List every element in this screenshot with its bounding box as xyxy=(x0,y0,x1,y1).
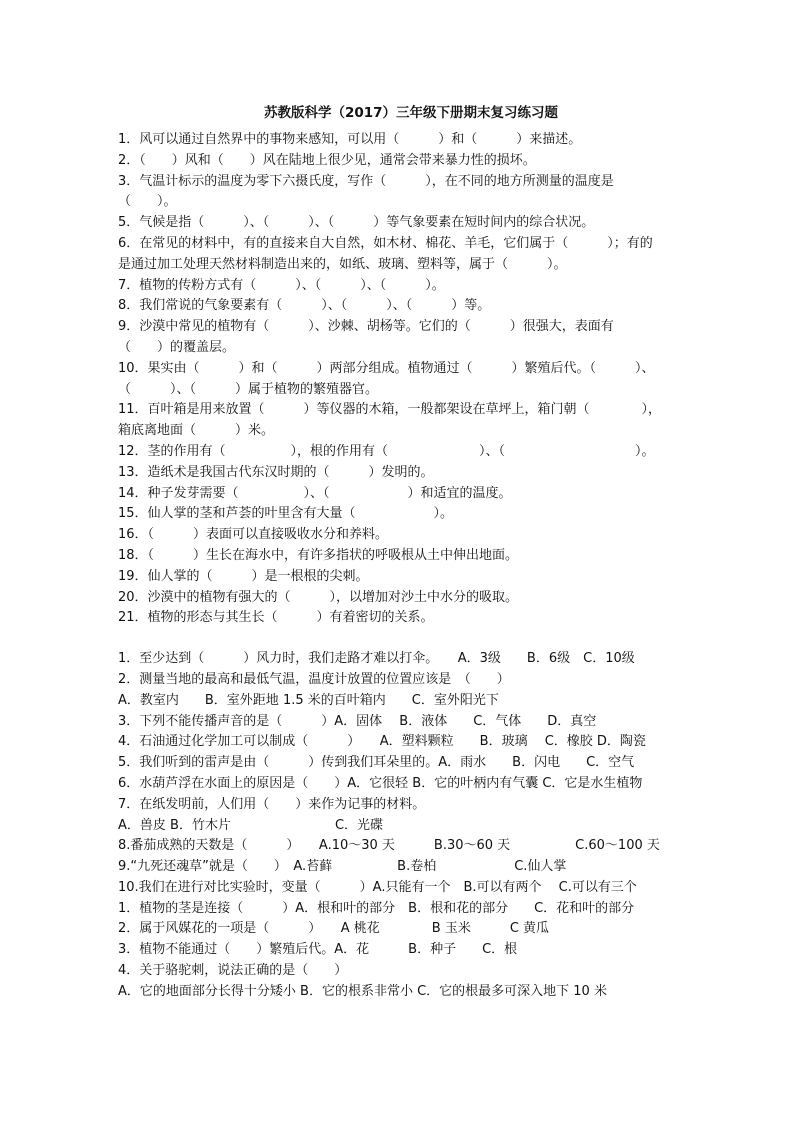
question-line: 1．风可以通过自然界中的事物来感知，可以用（ ）和（ ）来描述。 xyxy=(118,132,582,147)
choice-line: 3．下列不能传播声音的是（ ）A．固体 B．液体 C．气体 D．真空 xyxy=(118,713,597,729)
question-line: 3．气温计标示的温度为零下六摄氏度，写作（ ），在不同的地方所测量的温度是 xyxy=(118,173,614,189)
question-line: 7．植物的传粉方式有（ ）、（ ）、（ ）。 xyxy=(118,277,445,293)
question-line: 21．植物的形态与其生长（ ）有着密切的关系。 xyxy=(118,610,434,626)
choice-line: 5．我们听到的雷声是由（ ）传到我们耳朵里的。A．雨水 B．闪电 C．空气 xyxy=(118,755,635,771)
question-line: 14．种子发芽需要（ ）、（ ）和适宜的温度。 xyxy=(118,485,512,501)
question-line: 12．茎的作用有（ ），根的作用有（ ）、（ ）。 xyxy=(118,443,655,459)
question-line: 10．果实由（ ）和（ ）两部分组成。植物通过（ ）繁殖后代。（ ）、 xyxy=(118,360,655,376)
question-line: 16．（ ）表面可以直接吸收水分和养料。 xyxy=(118,527,389,543)
question-line: 15．仙人掌的茎和芦荟的叶里含有大量（ ）。 xyxy=(118,506,454,522)
question-line: 18．（ ）生长在海水中，有许多指状的呼吸根从土中伸出地面。 xyxy=(118,547,519,563)
choice-line: 3．植物不能通过（ ）繁殖后代。A．花 B．种子 C．根 xyxy=(118,942,518,958)
question-line: 20．沙漠中的植物有强大的（ ），以增加对沙土中水分的吸取。 xyxy=(118,589,519,605)
multiple-choice-section xyxy=(118,649,704,1003)
page-title: 苏教版科学（2017）三年级下册期末复习练习题 xyxy=(263,105,559,121)
question-line: 2．（ ）风和（ ）风在陆地上很少见，通常会带来暴力性的损坏。 xyxy=(118,152,536,168)
choice-line: 1．至少达到（ ）风力时，我们走路才难以打伞。 A．3级 B．6级 C．10级 xyxy=(118,651,635,667)
choice-line: A．教室内 B．室外距地 1.5 米的百叶箱内 C．室外阳光下 xyxy=(118,692,499,708)
question-line: 8．我们常说的气象要素有（ ）、（ ）、（ ）等。 xyxy=(118,298,491,314)
choice-line: 4．关于骆驼刺，说法正确的是（ ） xyxy=(118,963,348,979)
choice-line: A．兽皮 B．竹木片 C．光碟 xyxy=(118,817,384,833)
question-line: （ ）。 xyxy=(118,194,177,210)
question-line: 6．在常见的材料中，有的直接来自大自然，如木材、棉花、羊毛，它们属于（ ）；有的 xyxy=(118,235,653,251)
question-line: 箱底离地面（ ）米。 xyxy=(118,423,275,439)
choice-line: 9.“九死还魂草”就是（ ） A.苔藓 B.卷柏 C.仙人掌 xyxy=(118,859,567,875)
fill-in-blanks-section xyxy=(118,130,704,629)
question-line: 11．百叶箱是用来放置（ ）等仪器的木箱，一般都架设在草坪上，箱门朝（ ）， xyxy=(118,402,662,418)
choice-line: 7．在纸发明前，人们用（ ）来作为记事的材料。 xyxy=(118,796,426,812)
choice-line: A．它的地面部分长得十分矮小 B．它的根系非常小 C．它的根最多可深入地下 10 米 xyxy=(118,983,607,999)
choice-line: 10.我们在进行对比实验时，变量（ ）A.只能有一个 B.可以有两个 C.可以有三个 xyxy=(118,879,637,895)
choice-line: 6．水葫芦浮在水面上的原因是（ ）A．它很轻 B．它的叶柄内有气囊 C．它是水生植物 xyxy=(118,775,643,791)
question-line: （ ）的覆盖层。 xyxy=(118,339,236,355)
choice-line: 4．石油通过化学加工可以制成（ ） A．塑料颗粒 B．玻璃 C．橡胶 D．陶瓷 xyxy=(118,734,646,750)
choice-line: 2．属于风媒花的一项是（ ） A 桃花 B 玉米 C 黄瓜 xyxy=(118,921,550,937)
section-gap xyxy=(118,629,704,649)
choice-line: 1．植物的茎是连接（ ）A．根和叶的部分 B．根和花的部分 C．花和叶的部分 xyxy=(118,900,635,916)
question-line: （ ）、（ ）属于植物的繁殖器官。 xyxy=(118,381,379,397)
question-line: 19．仙人掌的（ ）是一根根的尖刺。 xyxy=(118,568,369,584)
choice-line: 8.番茄成熟的天数是（ ） A.10～30 天 B.30～60 天 C.60～100 天 xyxy=(118,838,660,854)
question-line: 5．气候是指（ ）、（ ）、（ ）等气象要素在短时间内的综合状况。 xyxy=(118,215,595,231)
choice-line: 2．测量当地的最高和最低气温，温度计放置的位置应该是 （ ） xyxy=(118,671,510,687)
question-line: 9．沙漠中常见的植物有（ ）、沙棘、胡杨等。它们的（ ）很强大，表面有 xyxy=(118,319,614,335)
question-line: 13．造纸术是我国古代东汉时期的（ ）发明的。 xyxy=(118,464,434,480)
question-line: 是通过加工处理天然材料制造出来的，如纸、玻璃、塑料等，属于（ ）。 xyxy=(118,256,567,272)
